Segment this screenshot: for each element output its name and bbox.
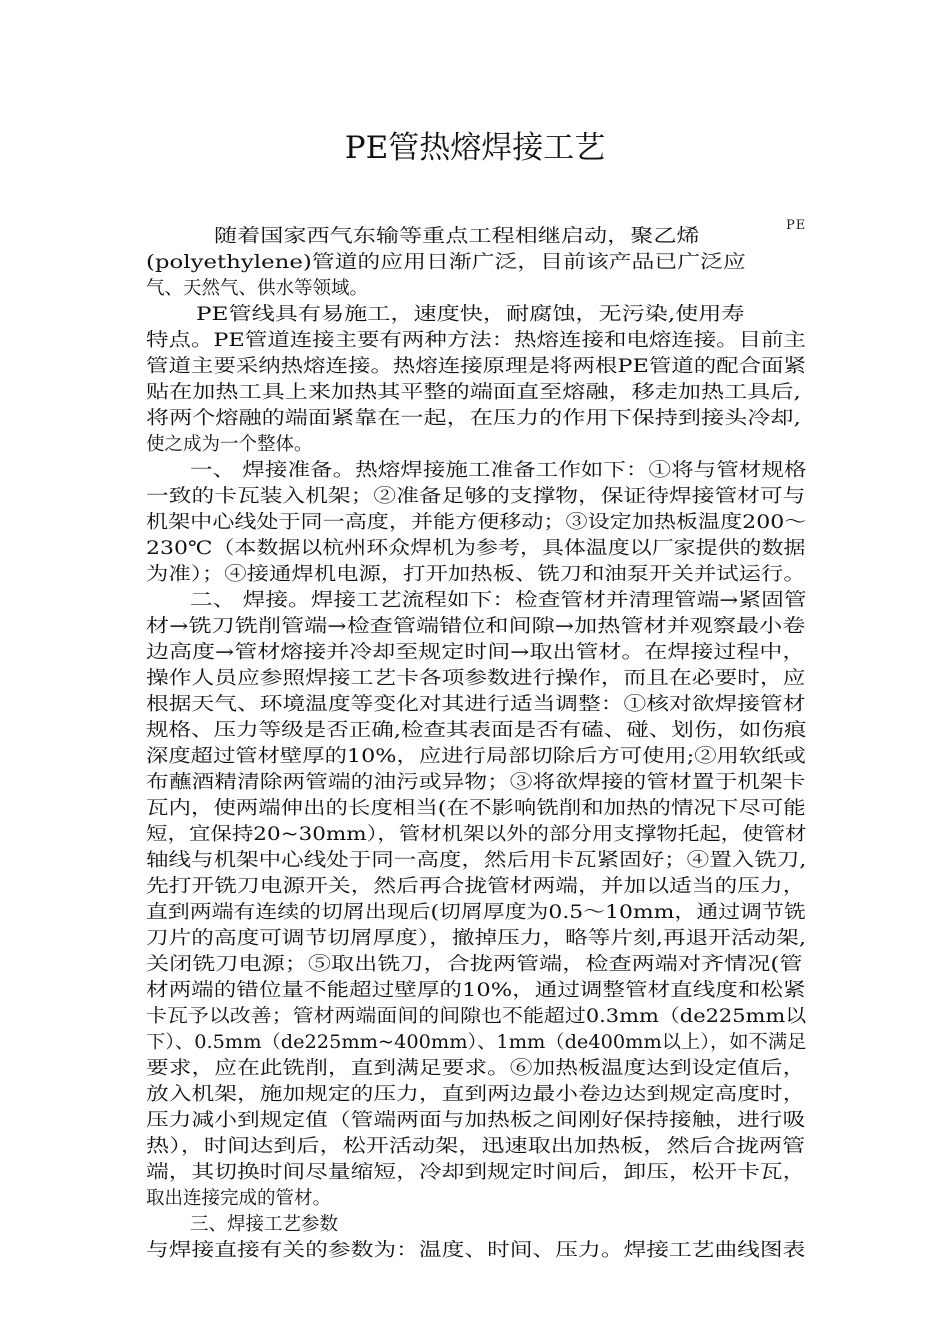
- text-line: 要求，应在此铣削，直到满足要求。⑥加热板温度达到设定值后，: [146, 1058, 806, 1079]
- text-line: PE管线具有易施工，速度快，耐腐蚀，无污染,使用寿: [196, 304, 745, 325]
- section-heading-preparation: 一、 焊接准备。热熔焊接施工准备工作如下：①将与管材规格: [190, 460, 807, 481]
- text-line: 为准）；④接通焊机电源，打开加热板、铣刀和油泵开关并试运行。: [146, 564, 806, 585]
- section-heading-welding: 二、 焊接。焊接工艺流程如下：检查管材并清理管端→紧固管: [190, 590, 807, 611]
- document-title: PE管热熔焊接工艺: [344, 130, 606, 166]
- text-line: 直到两端有连续的切屑出现后(切屑厚度为0.5～10mm，通过调节铣: [146, 902, 806, 923]
- text-line: 与焊接直接有关的参数为：温度、时间、压力。焊接工艺曲线图表: [146, 1240, 806, 1261]
- text-line: 轴线与机架中心线处于同一高度，然后用卡瓦紧固好；④置入铣刀,: [146, 850, 807, 871]
- text-line: 先打开铣刀电源开关，然后再合拢管材两端，并加以适当的压力，: [146, 876, 806, 897]
- text-line: 布蘸酒精清除两管端的油污或异物；③将欲焊接的管材置于机架卡: [146, 772, 806, 793]
- text-line: 端，其切换时间尽量缩短，冷却到规定时间后，卸压，松开卡瓦，: [146, 1162, 806, 1183]
- text-line: 管道主要采纳热熔连接。热熔连接原理是将两根PE管道的配合面紧: [146, 356, 806, 377]
- text-line: 压力减小到规定值（管端两面与加热板之间刚好保持接触，进行吸: [146, 1110, 806, 1131]
- text-line: 取出连接完成的管材。: [146, 1188, 332, 1209]
- text-line: 机架中心线处于同一高度，并能方便移动；③设定加热板温度200～: [146, 512, 807, 533]
- text-line: 刀片的高度可调节切屑厚度），撤掉压力，略等片刻,再退开活动架,: [146, 928, 807, 949]
- text-line: 瓦内，使两端伸出的长度相当(在不影响铣削和加热的情况下尽可能: [146, 798, 806, 819]
- text-line: 操作人员应参照焊接工艺卡各项参数进行操作，而且在必要时，应: [146, 668, 806, 689]
- text-line: 关闭铣刀电源；⑤取出铣刀，合拢两管端，检查两端对齐情况(管: [146, 954, 803, 975]
- text-line: 贴在加热工具上来加热其平整的端面直至熔融，移走加热工具后,: [146, 382, 801, 403]
- text-line: 使之成为一个整体。: [146, 434, 313, 455]
- text-line: 随着国家西气东输等重点工程相继启动，聚乙烯: [214, 226, 700, 247]
- text-line: 边高度→管材熔接并冷却至规定时间→取出管材。在焊接过程中，: [146, 642, 806, 663]
- text-line: 根据天气、环境温度等变化对其进行适当调整：①核对欲焊接管材: [146, 694, 806, 715]
- text-line: 材→铣刀铣削管端→检查管端错位和间隙→加热管材并观察最小卷: [146, 616, 806, 637]
- text-line: 放入机架，施加规定的压力，直到两边最小卷边达到规定高度时，: [146, 1084, 806, 1105]
- text-line: 深度超过管材壁厚的10%，应进行局部切除后方可使用;②用软纸或: [146, 746, 806, 767]
- text-line: 气、天然气、供水等领域。: [146, 278, 369, 299]
- text-line: 230℃（本数据以杭州环众焊机为参考，具体温度以厂家提供的数据: [146, 538, 806, 559]
- text-line: 材两端的错位量不能超过壁厚的10%，通过调整管材直线度和松紧: [146, 980, 806, 1001]
- text-line: 规格、压力等级是否正确,检查其表面是否有磕、碰、划伤，如伤痕: [146, 720, 807, 741]
- text-line: (polyethylene)管道的应用日渐广泛，目前该产品已广泛应: [146, 252, 746, 273]
- text-line: 下）、0.5mm（de225mm~400mm）、1mm（de400mm以上），如不满足: [146, 1032, 807, 1053]
- corner-mark: PE: [786, 218, 807, 233]
- text-line: 热），时间达到后，松开活动架，迅速取出加热板，然后合拢两管: [146, 1136, 806, 1157]
- text-line: 特点。PE管道连接主要有两种方法：热熔连接和电熔连接。目前主: [146, 330, 806, 351]
- text-line: 一致的卡瓦装入机架；②准备足够的支撑物，保证待焊接管材可与: [146, 486, 806, 507]
- text-line: 短，宜保持20~30mm），管材机架以外的部分用支撑物托起，使管材: [146, 824, 807, 845]
- section-heading-parameters: 三、焊接工艺参数: [190, 1214, 339, 1235]
- text-line: 将两个熔融的端面紧靠在一起，在压力的作用下保持到接头冷却,: [146, 408, 801, 429]
- text-line: 卡瓦予以改善；管材两端面间的间隙也不能超过0.3mm（de225mm以: [146, 1006, 807, 1027]
